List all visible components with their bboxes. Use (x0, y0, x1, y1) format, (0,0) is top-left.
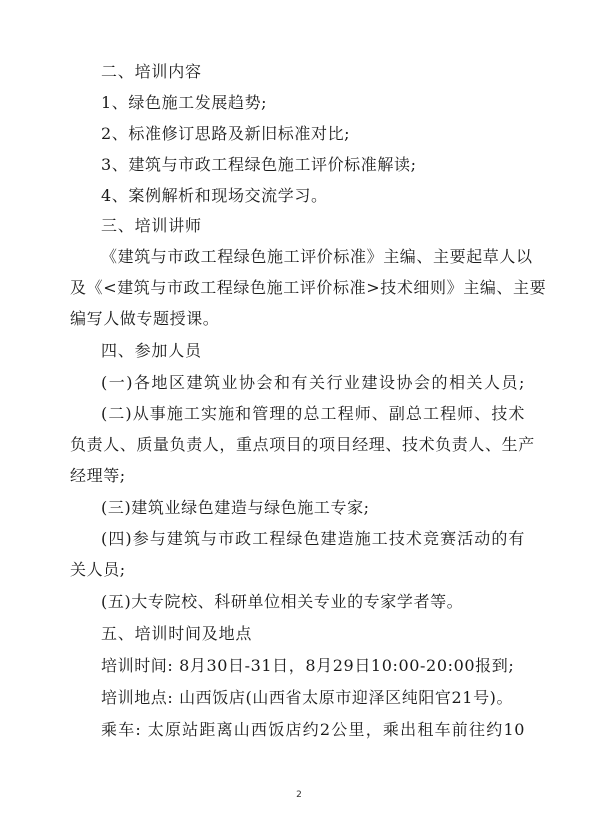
participants-line-2: (二)从事施工实施和管理的总工程师、副总工程师、技术 (101, 404, 525, 423)
section-heading-participants: 四、参加人员 (101, 341, 202, 360)
section-heading-time-place: 五、培训时间及地点 (101, 624, 253, 643)
lecturers-line-3: 编写人做专题授课。 (70, 309, 220, 328)
participants-line-1: (一)各地区建筑业协会和有关行业建设协会的相关人员; (101, 373, 525, 392)
lecturers-line-1: 《建筑与市政工程绿色施工评价标准》主编、主要起草人以 (101, 247, 533, 266)
section-heading-content: 二、培训内容 (101, 62, 202, 81)
page-number: 2 (296, 790, 302, 800)
content-item-2: 2、标准修订思路及新旧标准对比; (101, 124, 351, 143)
section-heading-lecturers: 三、培训讲师 (101, 216, 202, 235)
content-item-4: 4、案例解析和现场交流学习。 (101, 186, 328, 205)
participants-line-7: 关人员; (70, 560, 126, 579)
content-item-3: 3、建筑与市政工程绿色施工评价标准解读; (101, 155, 417, 174)
participants-line-6: (四)参与建筑与市政工程绿色建造施工技术竞赛活动的有 (101, 529, 525, 548)
participants-line-4: 经理等; (70, 466, 126, 485)
place-line: 培训地点: 山西饭店(山西省太原市迎泽区纯阳官21号)。 (101, 688, 514, 707)
time-line: 培训时间: 8月30日-31日，8月29日10:00-20:00报到; (101, 656, 515, 675)
participants-line-3: 负责人、质量负责人，重点项目的项目经理、技术负责人、生产 (70, 435, 535, 454)
participants-line-8: (五)大专院校、科研单位相关专业的专家学者等。 (101, 592, 464, 611)
participants-line-5: (三)建筑业绿色建造与绿色施工专家; (101, 498, 370, 517)
transport-line: 乘车: 太原站距离山西饭店约2公里，乘出租车前往约10 (101, 720, 525, 739)
content-item-1: 1、绿色施工发展趋势; (101, 93, 268, 112)
lecturers-line-2: 及《<建筑与市政工程绿色施工评价标准>技术细则》主编、主要 (70, 278, 547, 297)
